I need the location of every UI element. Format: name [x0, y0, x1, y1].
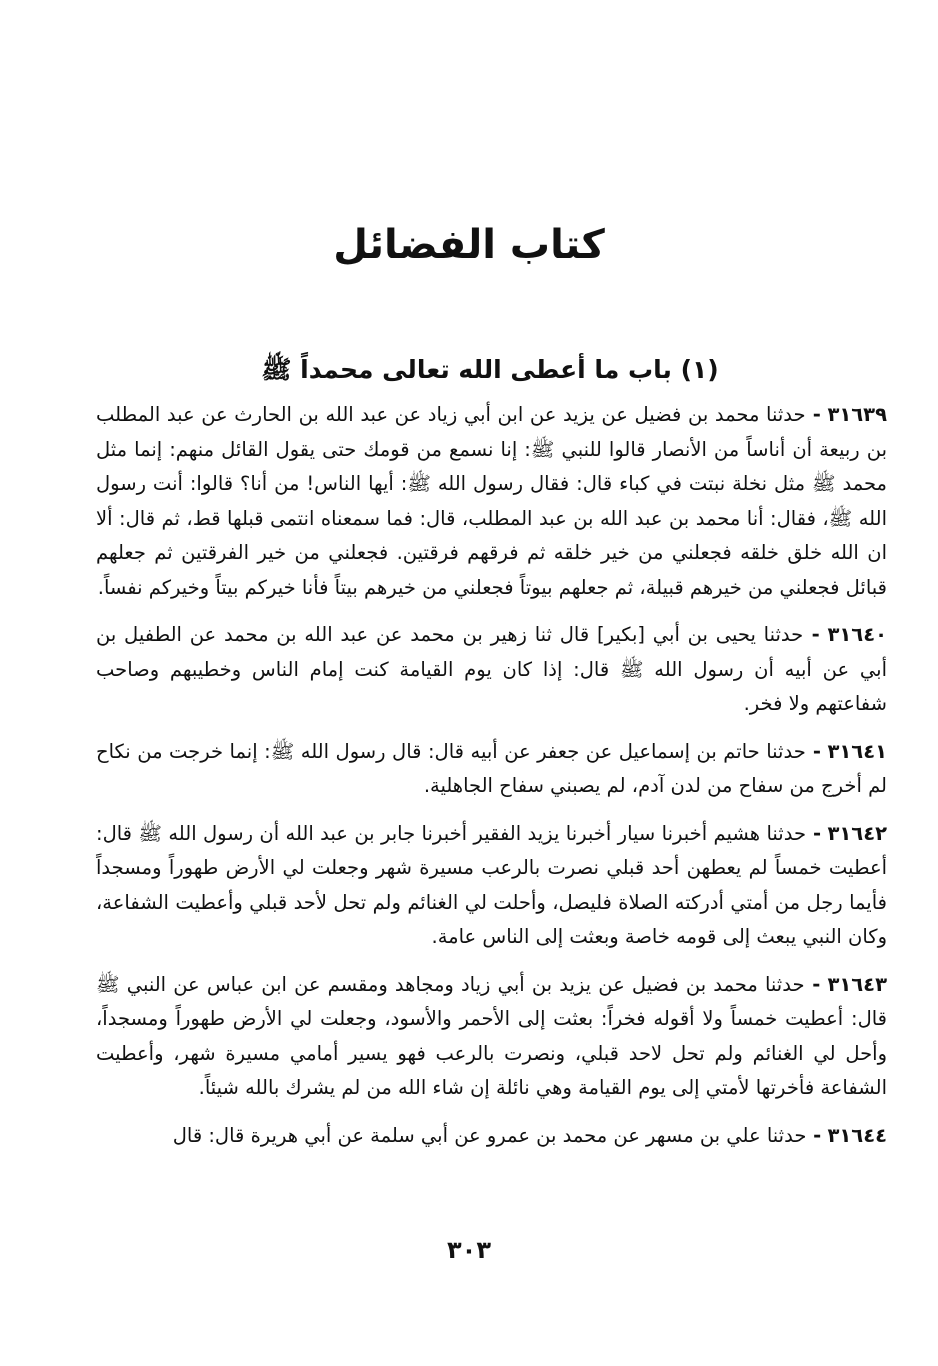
- chapter-title: (١) باب ما أعطى الله تعالى محمداً ﷺ: [261, 355, 719, 384]
- hadith-number: ٣١٦٤٤: [827, 1123, 887, 1147]
- hadith-text: حدثنا هشيم أخبرنا سيار أخبرنا يزيد الفقير أخبرنا جابر بن عبد الله أن رسول الله ﷺ قال: أعطيت خمساً لم يعطهن أحد قبلي نصرت بالرعب مسيرة شهر وجعلت لي الأرض طهوراً ومسجداً فأيما رجل من أمتي أدركته الصلاة فليصل، وأحلت لي الغنائم ولم تحل لأحد قبلي وأعطيت الشفاعة، وكان النبي يبعث إلى قومه خاصة وبعثت إلى الناس عامة.: [96, 821, 887, 948]
- hadith-dash: -: [806, 1123, 822, 1147]
- hadith-dash: -: [805, 739, 821, 763]
- hadith-text: حدثنا علي بن مسهر عن محمد بن عمرو عن أبي سلمة عن أبي هريرة قال: قال: [172, 1123, 807, 1147]
- hadith-31642: [96, 817, 887, 955]
- hadith-number: ٣١٦٤١: [827, 739, 887, 763]
- page-number: ٣٠٣: [447, 1236, 491, 1264]
- hadith-dash: -: [803, 623, 820, 646]
- hadith-31640: [96, 618, 887, 722]
- hadith-dash: -: [806, 821, 822, 845]
- hadith-31644: [96, 1119, 887, 1154]
- hadith-text: حدثنا يحيى بن أبي [بكير] قال ثنا زهير بن محمد عن عبد الله بن محمد عن الطفيل بن أبي عن أبيه أن رسول الله ﷺ قال: إذا كان يوم القيامة كنت إمام الناس وخطيبهم وصاحب شفاعتهم ولا فخر.: [96, 623, 887, 715]
- hadith-number: ٣١٦٤٠: [827, 623, 887, 646]
- book-title: كتاب الفضائل: [333, 222, 605, 268]
- hadith-31643: [96, 968, 887, 1106]
- hadith-text: حدثنا محمد بن فضيل عن يزيد عن ابن أبي زياد عن عبد الله بن الحارث عن عبد المطلب بن ربيعة أن أناساً من الأنصار قالوا للنبي ﷺ: إنا نسمع من قومك حتى يقول القائل منهم: إنما مثل محمد ﷺ مثل نخلة نبتت في كباء قال: فقال رسول الله ﷺ: أيها الناس! من أنا؟ قالوا: أنت رسول الله ﷺ، فقال: أنا محمد بن عبد الله بن عبد المطلب، قال: فما سمعناه انتمى قبلها قط، ثم قال: ألا ان الله خلق خلقه فجعلني من خير خلقه ثم فرقهم فرقتين. فجعلني من خير الفرقتين ثم جعلهم قبائل فجعلني من خيرهم قبيلة، ثم جعلهم بيوتاً فجعلني من خيرهم بيتاً فأنا خيركم بيتاً وخيركم نفساً.: [96, 403, 887, 599]
- hadith-text: حدثنا حاتم بن إسماعيل عن جعفر عن أبيه قال: قال رسول الله ﷺ: إنما خرجت من نكاح لم أخرج من سفاح من لدن آدم، لم يصبني سفاح الجاهلية.: [96, 739, 887, 797]
- hadith-number: ٣١٦٤٢: [827, 821, 887, 845]
- hadith-31639: [96, 398, 887, 605]
- hadith-dash: -: [805, 403, 821, 426]
- hadith-dash: -: [804, 972, 821, 996]
- hadith-text: حدثنا محمد بن فضيل عن يزيد بن أبي زياد ومجاهد ومقسم عن ابن عباس عن النبي ﷺ قال: أعطيت خمساً ولا أقوله فخراً: بعثت إلى الأحمر والأسود، وجعلت لي الأرض طهوراً ومسجداً، وأحل لي الغنائم ولم تحل لاحد قبلي، ونصرت بالرعب فهو يسير أمامي مسيرة شهر، وأعطيت الشفاعة فأخرتها لأمتي إلى يوم القيامة وهي نائلة إن شاء الله من لم يشرك بالله شيئاً.: [96, 972, 887, 1099]
- hadith-31641: [96, 735, 887, 804]
- hadith-list: [96, 398, 887, 1153]
- hadith-number: ٣١٦٣٩: [827, 403, 887, 426]
- hadith-number: ٣١٦٤٣: [827, 972, 887, 996]
